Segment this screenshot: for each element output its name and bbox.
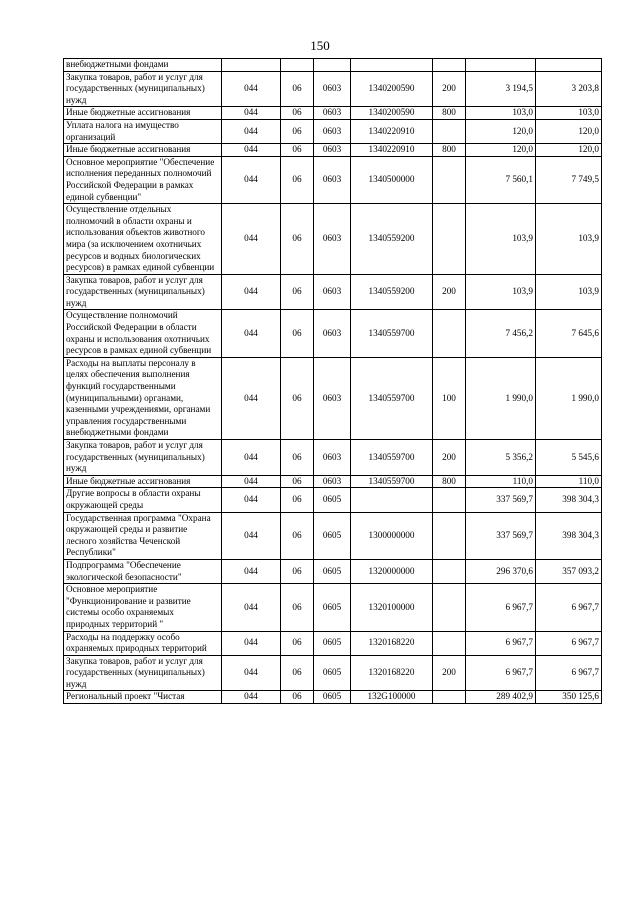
expense-type-cell	[433, 559, 466, 583]
grbs-code-cell: 044	[222, 357, 281, 439]
expense-type-cell	[433, 156, 466, 203]
amount-year2-cell	[536, 59, 602, 72]
grbs-code-cell: 044	[222, 144, 281, 157]
budget-table	[63, 58, 602, 704]
grbs-code-cell: 044	[222, 119, 281, 143]
amount-year1-cell: 6 967,7	[466, 584, 536, 631]
subsection-code-cell: 0605	[314, 559, 351, 583]
grbs-code-cell	[222, 59, 281, 72]
row-name-cell: Осуществление полномочий Российской Федерации в области охраны и использования охотничьих ресурсов в рамках единой субвенции	[64, 310, 222, 357]
section-code-cell: 06	[281, 440, 314, 476]
subsection-code-cell	[314, 59, 351, 72]
amount-year2-cell: 6 967,7	[536, 631, 602, 655]
target-article-cell	[351, 488, 433, 512]
row-name-cell: Иные бюджетные ассигнования	[64, 144, 222, 157]
section-code-cell: 06	[281, 691, 314, 704]
subsection-code-cell: 0603	[314, 440, 351, 476]
subsection-code-cell: 0605	[314, 488, 351, 512]
expense-type-cell: 200	[433, 440, 466, 476]
amount-year2-cell: 398 304,3	[536, 512, 602, 559]
subsection-code-cell: 0603	[314, 204, 351, 275]
grbs-code-cell: 044	[222, 584, 281, 631]
subsection-code-cell: 0605	[314, 512, 351, 559]
row-name-cell: Расходы на поддержку особо охраняемых природных территорий	[64, 631, 222, 655]
amount-year1-cell: 103,9	[466, 204, 536, 275]
expense-type-cell	[433, 310, 466, 357]
expense-type-cell	[433, 512, 466, 559]
row-name-cell: Иные бюджетные ассигнования	[64, 475, 222, 488]
grbs-code-cell: 044	[222, 71, 281, 107]
section-code-cell	[281, 59, 314, 72]
subsection-code-cell: 0603	[314, 274, 351, 310]
table-row	[64, 475, 602, 488]
amount-year2-cell: 1 990,0	[536, 357, 602, 439]
table-row	[64, 357, 602, 439]
expense-type-cell: 100	[433, 357, 466, 439]
amount-year2-cell: 357 093,2	[536, 559, 602, 583]
amount-year1-cell: 296 370,6	[466, 559, 536, 583]
amount-year1-cell: 3 194,5	[466, 71, 536, 107]
amount-year2-cell: 398 304,3	[536, 488, 602, 512]
row-name-cell: Основное мероприятие "Функционирование и развитие системы особо охраняемых природных территорий "	[64, 584, 222, 631]
row-name-cell: Осуществление отдельных полномочий в области охраны и использования объектов животного мира (за исключением охотничьих ресурсов и водных биологических ресурсов) в рамках единой субвенции	[64, 204, 222, 275]
target-article-cell: 1300000000	[351, 512, 433, 559]
section-code-cell: 06	[281, 475, 314, 488]
section-code-cell: 06	[281, 107, 314, 120]
grbs-code-cell: 044	[222, 310, 281, 357]
table-row	[64, 440, 602, 476]
amount-year1-cell: 120,0	[466, 119, 536, 143]
table-row	[64, 310, 602, 357]
amount-year1-cell: 337 569,7	[466, 488, 536, 512]
table-row	[64, 512, 602, 559]
subsection-code-cell: 0603	[314, 475, 351, 488]
section-code-cell: 06	[281, 584, 314, 631]
amount-year2-cell: 120,0	[536, 119, 602, 143]
section-code-cell: 06	[281, 559, 314, 583]
expense-type-cell: 200	[433, 274, 466, 310]
row-name-cell: Другие вопросы в области охраны окружающей среды	[64, 488, 222, 512]
subsection-code-cell: 0603	[314, 107, 351, 120]
section-code-cell: 06	[281, 156, 314, 203]
target-article-cell: 1320168220	[351, 655, 433, 691]
amount-year2-cell: 103,9	[536, 274, 602, 310]
expense-type-cell: 800	[433, 107, 466, 120]
subsection-code-cell: 0603	[314, 156, 351, 203]
row-name-cell: Уплата налога на имущество организаций	[64, 119, 222, 143]
row-name-cell: Основное мероприятие "Обеспечение исполнения переданных полномочий Российской Федерации в рамках единой субвенции"	[64, 156, 222, 203]
amount-year1-cell: 103,9	[466, 274, 536, 310]
grbs-code-cell: 044	[222, 488, 281, 512]
target-article-cell: 1340220910	[351, 119, 433, 143]
expense-type-cell	[433, 59, 466, 72]
table-row	[64, 59, 602, 72]
grbs-code-cell: 044	[222, 655, 281, 691]
amount-year2-cell: 103,9	[536, 204, 602, 275]
target-article-cell: 1340220910	[351, 144, 433, 157]
amount-year1-cell: 289 402,9	[466, 691, 536, 704]
expense-type-cell	[433, 488, 466, 512]
grbs-code-cell: 044	[222, 631, 281, 655]
amount-year1-cell: 7 560,1	[466, 156, 536, 203]
target-article-cell: 1340500000	[351, 156, 433, 203]
row-name-cell: Закупка товаров, работ и услуг для государственных (муниципальных) нужд	[64, 440, 222, 476]
grbs-code-cell: 044	[222, 475, 281, 488]
section-code-cell: 06	[281, 631, 314, 655]
amount-year1-cell: 337 569,7	[466, 512, 536, 559]
amount-year2-cell: 7 645,6	[536, 310, 602, 357]
subsection-code-cell: 0603	[314, 71, 351, 107]
subsection-code-cell: 0605	[314, 584, 351, 631]
section-code-cell: 06	[281, 655, 314, 691]
row-name-cell: Подпрограмма "Обеспечение экологической безопасности"	[64, 559, 222, 583]
amount-year2-cell: 6 967,7	[536, 584, 602, 631]
section-code-cell: 06	[281, 274, 314, 310]
table-row	[64, 488, 602, 512]
amount-year1-cell: 7 456,2	[466, 310, 536, 357]
amount-year1-cell: 6 967,7	[466, 655, 536, 691]
row-name-cell: Расходы на выплаты персоналу в целях обеспечения выполнения функций государственными (муниципальными) органами, казенными учреждениями, органами управления государственными внебюджетными фондами	[64, 357, 222, 439]
subsection-code-cell: 0605	[314, 655, 351, 691]
table-row	[64, 655, 602, 691]
expense-type-cell	[433, 204, 466, 275]
section-code-cell: 06	[281, 512, 314, 559]
amount-year2-cell: 350 125,6	[536, 691, 602, 704]
page-number: 150	[310, 38, 330, 53]
target-article-cell	[351, 59, 433, 72]
expense-type-cell: 800	[433, 475, 466, 488]
expense-type-cell	[433, 119, 466, 143]
section-code-cell: 06	[281, 119, 314, 143]
expense-type-cell	[433, 691, 466, 704]
grbs-code-cell: 044	[222, 274, 281, 310]
target-article-cell: 1340559700	[351, 440, 433, 476]
table-row	[64, 107, 602, 120]
grbs-code-cell: 044	[222, 691, 281, 704]
table-row	[64, 156, 602, 203]
grbs-code-cell: 044	[222, 559, 281, 583]
row-name-cell: Закупка товаров, работ и услуг для государственных (муниципальных) нужд	[64, 71, 222, 107]
section-code-cell: 06	[281, 144, 314, 157]
target-article-cell: 1320000000	[351, 559, 433, 583]
expense-type-cell	[433, 631, 466, 655]
amount-year2-cell: 6 967,7	[536, 655, 602, 691]
row-name-cell: Иные бюджетные ассигнования	[64, 107, 222, 120]
grbs-code-cell: 044	[222, 107, 281, 120]
table-row	[64, 274, 602, 310]
target-article-cell: 132G100000	[351, 691, 433, 704]
amount-year1-cell	[466, 59, 536, 72]
grbs-code-cell: 044	[222, 204, 281, 275]
section-code-cell: 06	[281, 204, 314, 275]
target-article-cell: 1340559700	[351, 475, 433, 488]
target-article-cell: 1320168220	[351, 631, 433, 655]
section-code-cell: 06	[281, 71, 314, 107]
amount-year1-cell: 5 356,2	[466, 440, 536, 476]
target-article-cell: 1340200590	[351, 107, 433, 120]
row-name-cell: Государственная программа "Охрана окружающей среды и развитие лесного хозяйства Чеченской Республики"	[64, 512, 222, 559]
target-article-cell: 1340559700	[351, 310, 433, 357]
amount-year2-cell: 110,0	[536, 475, 602, 488]
amount-year2-cell: 120,0	[536, 144, 602, 157]
table-row	[64, 559, 602, 583]
amount-year2-cell: 103,0	[536, 107, 602, 120]
subsection-code-cell: 0605	[314, 691, 351, 704]
amount-year1-cell: 120,0	[466, 144, 536, 157]
row-name-cell: Региональный проект "Чистая	[64, 691, 222, 704]
amount-year1-cell: 6 967,7	[466, 631, 536, 655]
expense-type-cell: 200	[433, 71, 466, 107]
table-row	[64, 691, 602, 704]
grbs-code-cell: 044	[222, 440, 281, 476]
table-row	[64, 204, 602, 275]
expense-type-cell	[433, 584, 466, 631]
target-article-cell: 1340559200	[351, 274, 433, 310]
expense-type-cell: 800	[433, 144, 466, 157]
expense-type-cell: 200	[433, 655, 466, 691]
amount-year2-cell: 3 203,8	[536, 71, 602, 107]
amount-year2-cell: 7 749,5	[536, 156, 602, 203]
grbs-code-cell: 044	[222, 156, 281, 203]
subsection-code-cell: 0603	[314, 144, 351, 157]
table-row	[64, 119, 602, 143]
target-article-cell: 1340559700	[351, 357, 433, 439]
target-article-cell: 1340200590	[351, 71, 433, 107]
subsection-code-cell: 0603	[314, 119, 351, 143]
target-article-cell: 1320100000	[351, 584, 433, 631]
table-row	[64, 144, 602, 157]
row-name-cell: внебюджетными фондами	[64, 59, 222, 72]
target-article-cell: 1340559200	[351, 204, 433, 275]
table-row	[64, 71, 602, 107]
section-code-cell: 06	[281, 310, 314, 357]
amount-year2-cell: 5 545,6	[536, 440, 602, 476]
row-name-cell: Закупка товаров, работ и услуг для государственных (муниципальных) нужд	[64, 655, 222, 691]
subsection-code-cell: 0603	[314, 310, 351, 357]
amount-year1-cell: 1 990,0	[466, 357, 536, 439]
amount-year1-cell: 110,0	[466, 475, 536, 488]
section-code-cell: 06	[281, 357, 314, 439]
section-code-cell: 06	[281, 488, 314, 512]
grbs-code-cell: 044	[222, 512, 281, 559]
table-row	[64, 584, 602, 631]
amount-year1-cell: 103,0	[466, 107, 536, 120]
table-row	[64, 631, 602, 655]
subsection-code-cell: 0603	[314, 357, 351, 439]
row-name-cell: Закупка товаров, работ и услуг для государственных (муниципальных) нужд	[64, 274, 222, 310]
subsection-code-cell: 0605	[314, 631, 351, 655]
